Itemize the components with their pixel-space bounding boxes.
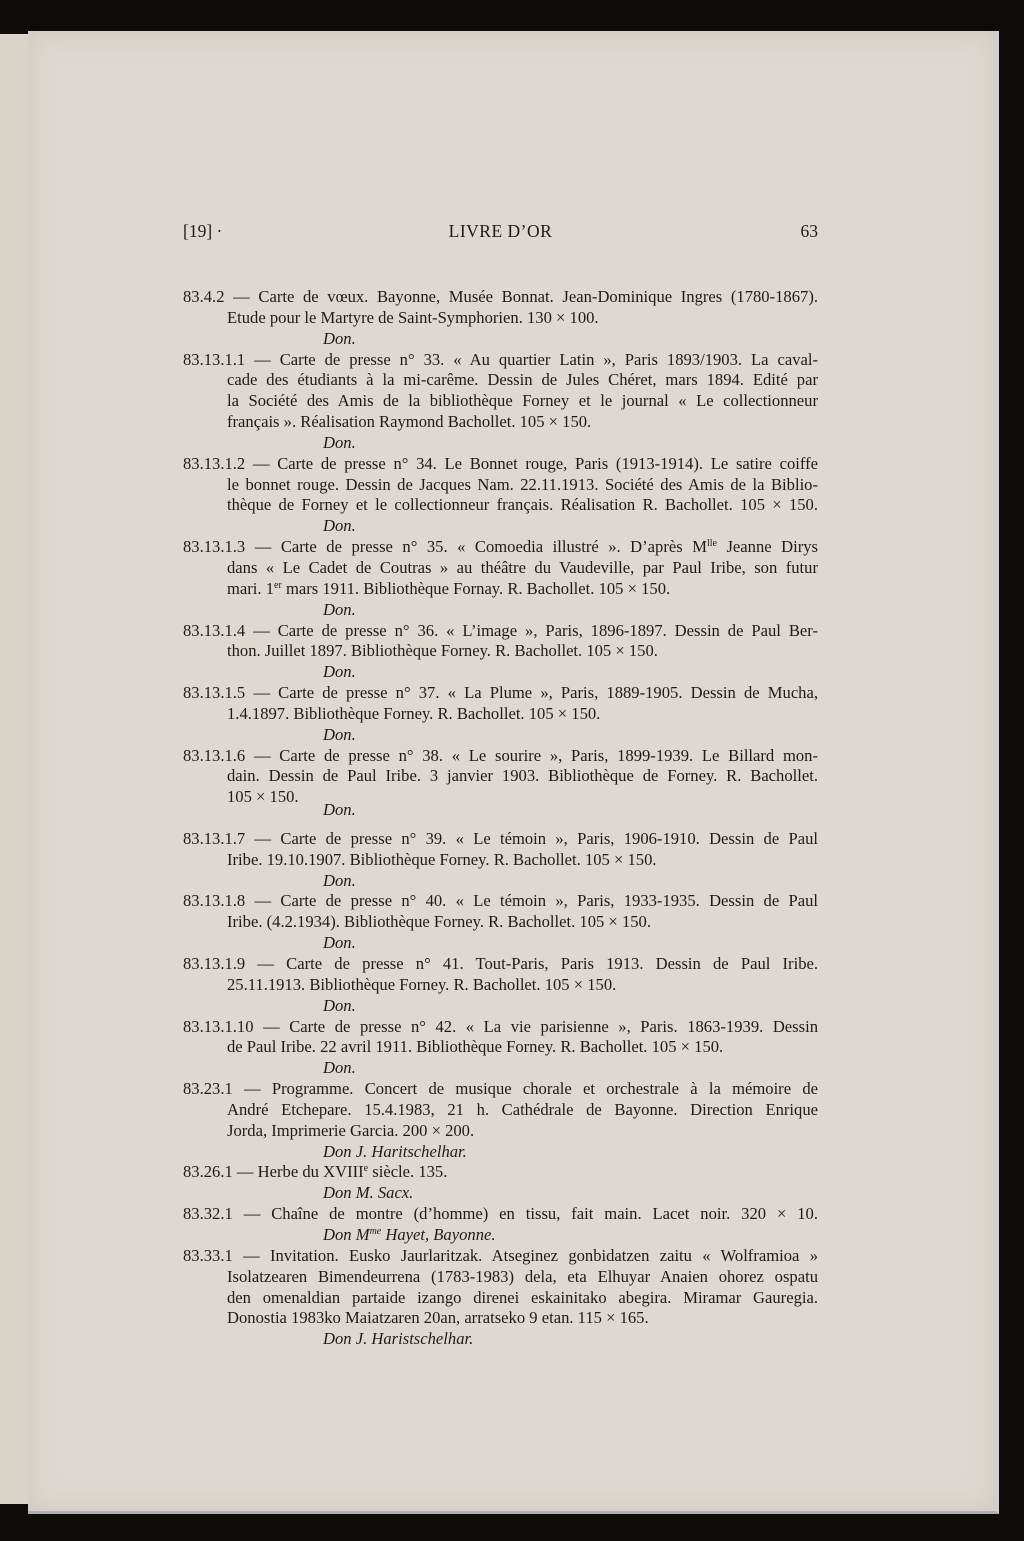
text-segment: Jeanne Dirys bbox=[716, 537, 818, 557]
entry-first-line bbox=[183, 454, 818, 475]
text-segment: Don M bbox=[323, 1224, 370, 1244]
donor-line bbox=[183, 433, 818, 454]
text-segment: de Paul Iribe. 22 avril 1911. Bibliothèque Forney. R. Bachollet. 105 × 150. bbox=[227, 1037, 724, 1057]
entry-line bbox=[183, 1037, 818, 1058]
superscript: e bbox=[363, 1163, 369, 1175]
donor-line bbox=[183, 1329, 818, 1350]
section-number: [19] · bbox=[183, 221, 223, 241]
text-segment: Don. bbox=[323, 995, 356, 1015]
text-segment: dain. Dessin de Paul Iribe. 3 janvier 1903. Bibliothèque de Forney. R. Bachollet. bbox=[227, 766, 818, 786]
donor-line bbox=[183, 933, 818, 954]
superscript: me bbox=[369, 1225, 382, 1237]
entry-line bbox=[183, 912, 818, 933]
entry-line bbox=[183, 1121, 818, 1142]
text-segment: 1.4.1897. Bibliothèque Forney. R. Bachollet. 105 × 150. bbox=[227, 703, 601, 723]
text-segment: 83.13.1.2 — Carte de presse n° 34. Le Bonnet rouge, Paris (1913-1914). Le satire coiffe bbox=[183, 453, 818, 473]
text-segment: 83.4.2 — Carte de vœux. Bayonne, Musée Bonnat. Jean-Dominique Ingres (1780-1867). bbox=[183, 287, 818, 306]
text-segment: 83.32.1 — Chaîne de montre (d’homme) en tissu, fait main. Lacet noir. 320 × 10. bbox=[183, 1204, 818, 1224]
entry-first-line bbox=[183, 287, 818, 308]
text-segment: 83.33.1 — Invitation. Eusko Jaurlaritzak. Atseginez gonbidatzen zaitu « Wolframioa » bbox=[183, 1245, 818, 1265]
donor-line bbox=[183, 329, 818, 350]
donor-line bbox=[183, 1183, 818, 1204]
text-segment: Don. bbox=[323, 599, 356, 619]
text-segment: le bonnet rouge. Dessin de Jacques Nam. 22.11.1913. Société des Amis de la Biblio- bbox=[227, 474, 818, 494]
entry-line bbox=[183, 308, 818, 329]
text-segment: 105 × 150. bbox=[227, 787, 299, 807]
text-segment: 83.26.1 — Herbe du XVIII bbox=[183, 1162, 364, 1182]
running-header bbox=[183, 221, 818, 245]
entry-first-line bbox=[183, 746, 818, 767]
entry-line bbox=[183, 1288, 818, 1309]
donor-line bbox=[183, 516, 818, 537]
text-segment: Don. bbox=[323, 800, 356, 820]
entry-line bbox=[183, 1308, 818, 1329]
text-segment: cade des étudiants à la mi-carême. Dessin de Jules Chéret, mars 1894. Edité par bbox=[227, 370, 818, 390]
entry-line bbox=[183, 495, 818, 516]
text-segment: 25.11.1913. Bibliothèque Forney. R. Bachollet. 105 × 150. bbox=[227, 974, 617, 994]
text-segment: 83.13.1.3 — Carte de presse n° 35. « Comoedia illustré ». D’après M bbox=[183, 537, 707, 557]
entry-first-line bbox=[183, 891, 818, 912]
entry-line bbox=[183, 1267, 818, 1288]
text-segment: Don. bbox=[323, 328, 356, 348]
entry-first-line bbox=[183, 621, 818, 642]
text-segment: mari. 1 bbox=[227, 578, 275, 598]
text-segment: 83.13.1.1 — Carte de presse n° 33. « Au quartier Latin », Paris 1893/1903. La caval- bbox=[183, 349, 818, 369]
text-segment: 83.13.1.9 — Carte de presse n° 41. Tout-Paris, Paris 1913. Dessin de Paul Iribe. bbox=[183, 954, 818, 973]
donor-line bbox=[183, 662, 818, 683]
donor-line bbox=[183, 1225, 818, 1246]
entry-first-line bbox=[183, 1017, 818, 1038]
text-segment: Don. bbox=[323, 1058, 356, 1078]
text-segment: thèque de Forney et le collectionneur français. Réalisation R. Bachollet. 105 × 150. bbox=[227, 495, 818, 515]
text-segment: 83.13.1.7 — Carte de presse n° 39. « Le témoin », Paris, 1906-1910. Dessin de Paul bbox=[183, 828, 818, 848]
text-segment: Iribe. (4.2.1934). Bibliothèque Forney. R. Bachollet. 105 × 150. bbox=[227, 912, 651, 932]
text-segment: den omenaldian partaide izango direnei eskainitako abegira. Miramar Gauregia. bbox=[227, 1287, 818, 1307]
text-segment: 83.13.1.4 — Carte de presse n° 36. « L’image », Paris, 1896-1897. Dessin de Paul Ber- bbox=[183, 620, 818, 640]
donor-line bbox=[183, 725, 818, 746]
text-segment: siècle. 135. bbox=[368, 1162, 448, 1182]
entry-line bbox=[183, 975, 818, 996]
entry-line bbox=[183, 704, 818, 725]
text-segment: Don. bbox=[323, 516, 356, 536]
entry-line bbox=[183, 558, 818, 579]
entry-first-line bbox=[183, 1204, 818, 1225]
entry-first-line bbox=[183, 683, 818, 704]
text-segment: dans « Le Cadet de Coutras » au théâtre du Vaudeville, par Paul Iribe, son futur bbox=[227, 557, 818, 577]
donor-line bbox=[183, 600, 818, 621]
superscript: er bbox=[274, 579, 282, 591]
text-segment: la Société des Amis de la bibliothèque Forney et le journal « Le collectionneur bbox=[227, 391, 818, 411]
page-number: 63 bbox=[800, 221, 818, 241]
text-segment: Don. bbox=[323, 933, 356, 953]
text-segment: Don. bbox=[323, 432, 356, 452]
text-segment: André Etchepare. 15.4.1983, 21 h. Cathédrale de Bayonne. Direction Enrique bbox=[227, 1099, 818, 1119]
text-segment: 83.13.1.8 — Carte de presse n° 40. « Le témoin », Paris, 1933-1935. Dessin de Paul bbox=[183, 891, 818, 911]
text-segment: Jorda, Imprimerie Garcia. 200 × 200. bbox=[227, 1120, 475, 1140]
entry-line bbox=[183, 370, 818, 391]
text-segment: Etude pour le Martyre de Saint-Symphorien. 130 × 100. bbox=[227, 307, 599, 327]
donor-line bbox=[183, 871, 818, 892]
entry-first-line bbox=[183, 537, 818, 558]
text-segment: Isolatzearen Bimendeurrena (1783-1983) dela, eta Elhuyar Anaien ohorez ospatu bbox=[227, 1266, 818, 1286]
text-segment: Don. bbox=[323, 662, 356, 682]
superscript: lle bbox=[706, 538, 717, 550]
donor-line bbox=[183, 1142, 818, 1163]
entry-first-line bbox=[183, 1162, 818, 1183]
entry-first-line bbox=[183, 350, 818, 371]
text-segment: Don M. Sacx. bbox=[323, 1183, 414, 1203]
text-segment: 83.13.1.10 — Carte de presse n° 42. « La vie parisienne », Paris. 1863-1939. Dessin bbox=[183, 1016, 818, 1036]
entry-first-line bbox=[183, 1246, 818, 1267]
text-segment: mars 1911. Bibliothèque Fornay. R. Bachollet. 105 × 150. bbox=[281, 578, 671, 598]
donor-line bbox=[183, 1058, 818, 1079]
entry-line bbox=[183, 766, 818, 787]
entry-line bbox=[183, 641, 818, 662]
entry-first-line bbox=[183, 829, 818, 850]
text-segment: Don J. Haritschelhar. bbox=[323, 1141, 467, 1161]
entry-first-line bbox=[183, 954, 818, 975]
entry-line bbox=[183, 850, 818, 871]
entry-line bbox=[183, 579, 818, 600]
document-page bbox=[28, 31, 999, 1514]
text-segment: Hayet, Bayonne. bbox=[381, 1224, 496, 1244]
text-segment: 83.23.1 — Programme. Concert de musique chorale et orchestrale à la mémoire de bbox=[183, 1079, 818, 1099]
donor-line bbox=[183, 800, 818, 821]
entry-line bbox=[183, 475, 818, 496]
text-segment: français ». Réalisation Raymond Bachollet. 105 × 150. bbox=[227, 412, 592, 432]
text-segment: thon. Juillet 1897. Bibliothèque Forney. R. Bachollet. 105 × 150. bbox=[227, 641, 658, 661]
donor-line bbox=[183, 996, 818, 1017]
entry-line bbox=[183, 412, 818, 433]
text-segment: Donostia 1983ko Maiatzaren 20an, arratseko 9 etan. 115 × 165. bbox=[227, 1308, 649, 1328]
entry-line bbox=[183, 391, 818, 412]
text-segment: Don. bbox=[323, 870, 356, 890]
text-segment: Don. bbox=[323, 724, 356, 744]
text-segment: 83.13.1.6 — Carte de presse n° 38. « Le sourire », Paris, 1899-1939. Le Billard mon- bbox=[183, 745, 818, 765]
catalog-entries bbox=[183, 287, 818, 1350]
text-segment: Don J. Haristschelhar. bbox=[323, 1329, 474, 1349]
running-title: LIVRE D’OR bbox=[448, 221, 553, 241]
entry-line bbox=[183, 1100, 818, 1121]
entry-first-line bbox=[183, 1079, 818, 1100]
text-segment: 83.13.1.5 — Carte de presse n° 37. « La Plume », Paris, 1889-1905. Dessin de Mucha, bbox=[183, 683, 818, 703]
text-segment: Iribe. 19.10.1907. Bibliothèque Forney. R. Bachollet. 105 × 150. bbox=[227, 849, 657, 869]
